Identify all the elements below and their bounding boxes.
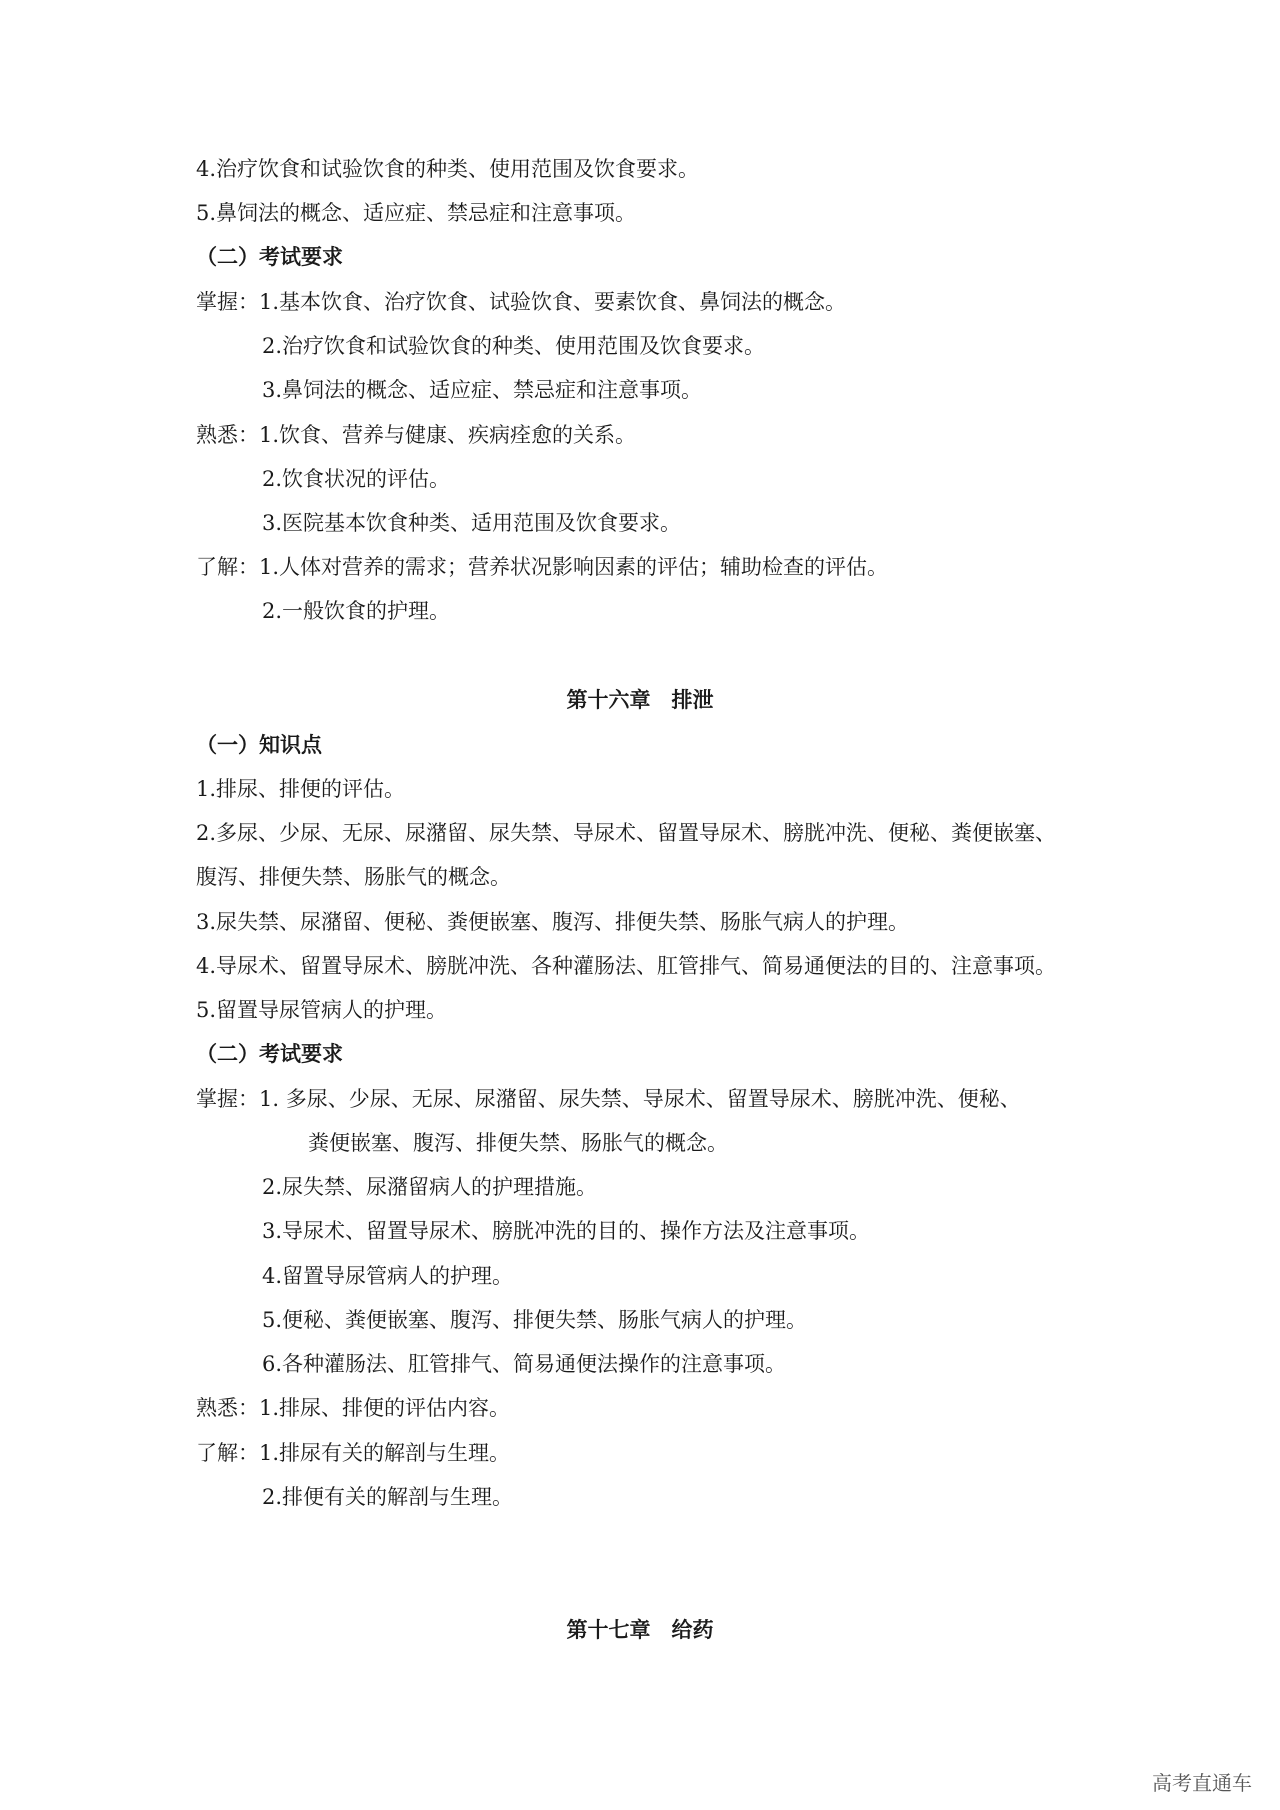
master-item: 5.便秘、粪便嵌塞、腹泻、排便失禁、肠胀气病人的护理。: [262, 1308, 808, 1332]
exam-requirements-heading: （二）考试要求: [196, 245, 343, 269]
exam-requirements-heading: （二）考试要求: [196, 1042, 343, 1066]
master-item: 3.鼻饲法的概念、适应症、禁忌症和注意事项。: [262, 378, 703, 402]
understand-item: 2.排便有关的解剖与生理。: [262, 1485, 514, 1509]
knowledge-item: 2.多尿、少尿、无尿、尿潴留、尿失禁、导尿术、留置导尿术、膀胱冲洗、便秘、粪便嵌塞、: [196, 821, 1057, 845]
chapter-title: 第十七章 给药: [566, 1618, 714, 1642]
master-item: 3.导尿术、留置导尿术、膀胱冲洗的目的、操作方法及注意事项。: [262, 1219, 871, 1243]
understand-line: 了解：1.人体对营养的需求；营养状况影响因素的评估；辅助检查的评估。: [196, 555, 889, 579]
knowledge-item: 5.鼻饲法的概念、适应症、禁忌症和注意事项。: [196, 201, 637, 225]
knowledge-heading: （一）知识点: [196, 733, 322, 757]
knowledge-item: 4.导尿术、留置导尿术、膀胱冲洗、各种灌肠法、肛管排气、简易通便法的目的、注意事项。: [196, 954, 1057, 978]
knowledge-item: 5.留置导尿管病人的护理。: [196, 998, 448, 1022]
master-item: 2.治疗饮食和试验饮食的种类、使用范围及饮食要求。: [262, 334, 766, 358]
master-line: 掌握：1. 多尿、少尿、无尿、尿潴留、尿失禁、导尿术、留置导尿术、膀胱冲洗、便秘、: [196, 1087, 1021, 1111]
chapter-title: 第十六章 排泄: [566, 688, 714, 712]
watermark-text: 高考直通车: [1152, 1771, 1252, 1795]
familiar-line: 熟悉：1.排尿、排便的评估内容。: [196, 1396, 511, 1420]
master-item: 2.尿失禁、尿潴留病人的护理措施。: [262, 1175, 598, 1199]
understand-line: 了解：1.排尿有关的解剖与生理。: [196, 1441, 511, 1465]
knowledge-item: 腹泻、排便失禁、肠胀气的概念。: [196, 865, 511, 889]
knowledge-item: 3.尿失禁、尿潴留、便秘、粪便嵌塞、腹泻、排便失禁、肠胀气病人的护理。: [196, 910, 910, 934]
knowledge-item: 4.治疗饮食和试验饮食的种类、使用范围及饮食要求。: [196, 157, 700, 181]
master-line: 掌握：1.基本饮食、治疗饮食、试验饮食、要素饮食、鼻饲法的概念。: [196, 290, 847, 314]
familiar-item: 3.医院基本饮食种类、适用范围及饮食要求。: [262, 511, 682, 535]
familiar-item: 2.饮食状况的评估。: [262, 467, 451, 491]
understand-item: 2.一般饮食的护理。: [262, 599, 451, 623]
master-line-continued: 粪便嵌塞、腹泻、排便失禁、肠胀气的概念。: [308, 1131, 728, 1155]
knowledge-item: 1.排尿、排便的评估。: [196, 777, 406, 801]
master-item: 6.各种灌肠法、肛管排气、简易通便法操作的注意事项。: [262, 1352, 787, 1376]
master-item: 4.留置导尿管病人的护理。: [262, 1264, 514, 1288]
familiar-line: 熟悉：1.饮食、营养与健康、疾病痊愈的关系。: [196, 423, 637, 447]
